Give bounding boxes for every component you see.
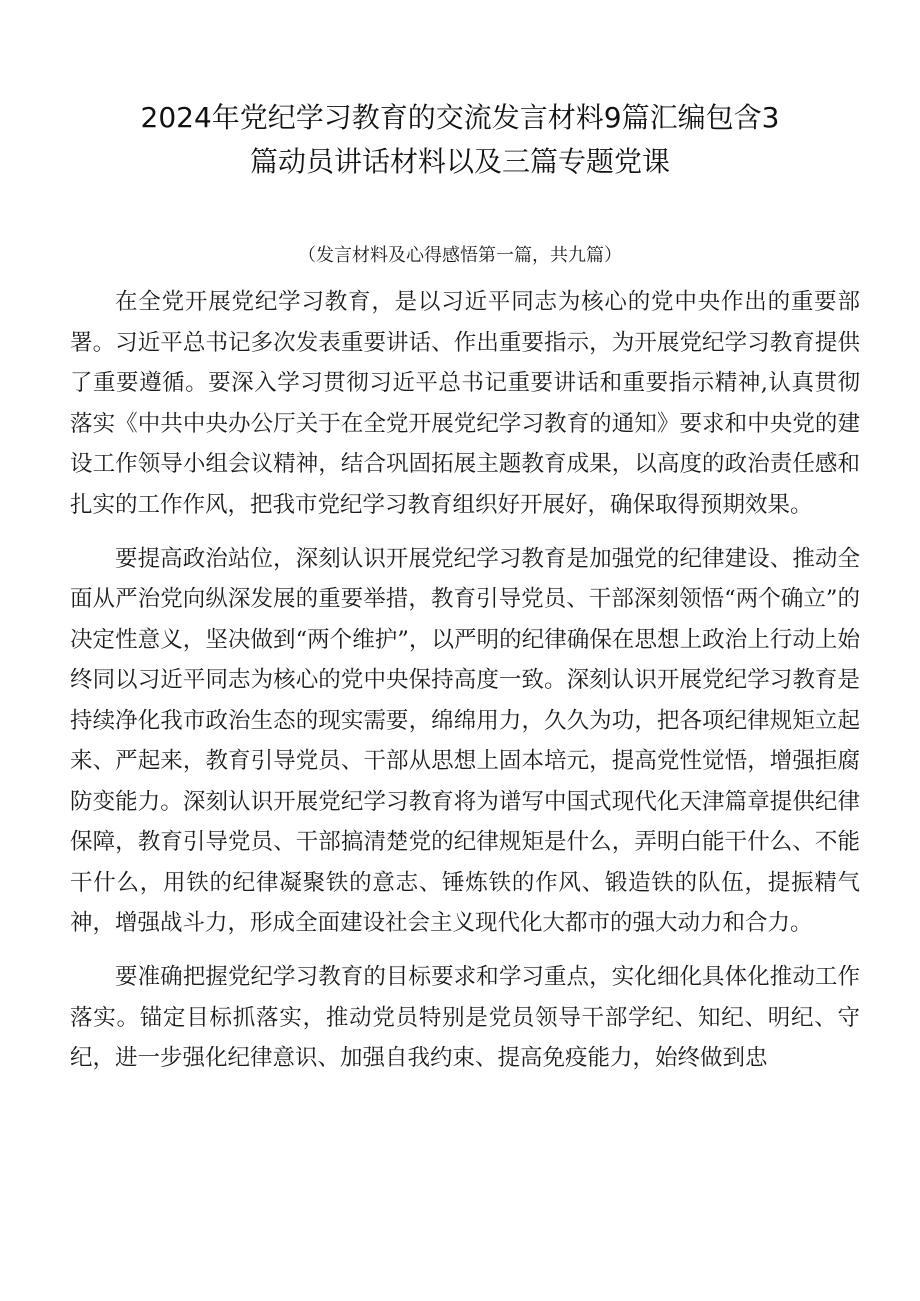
paragraph-1: 在全党开展党纪学习教育，是以习近平同志为核心的党中央作出的重要部署。习近平总书记多次发表重要讲话、作出重要指示，为开展党纪学习教育提供了重要遵循。要深入学习贯彻习近平总书记重要讲话和重要指示精神,认真贯彻落实《中共中央办公厅关于在全党开展党纪学习教育的通知》要求和中央党的建设工作领导小组会议精神，结合巩固拓展主题教育成果，以高度的政治责任感和扎实的工作作风，把我市党纪学习教育组织好开展好，确保取得预期效果。 bbox=[70, 289, 860, 518]
title-line-1: 2024年党纪学习教育的交流发言材料9篇汇编包含3 bbox=[140, 101, 780, 134]
document-title bbox=[80, 96, 840, 184]
paragraph-2: 要提高政治站位，深刻认识开展党纪学习教育是加强党的纪律建设、推动全面从严治党向纵深发展的重要举措，教育引导党员、干部深刻领悟“两个确立”的决定性意义，坚决做到“两个维护”，以严明的纪律确保在思想上政治上行动上始终同以习近平同志为核心的党中央保持高度一致。深刻认识开展党纪学习教育是持续净化我市政治生态的现实需要，绵绵用力，久久为功，把各项纪律规矩立起来、严起来，教育引导党员、干部从思想上固本培元，提高党性觉悟，增强拒腐防变能力。深刻认识开展党纪学习教育将为谱写中国式现代化天津篇章提供纪律保障，教育引导党员、干部搞清楚党的纪律规矩是什么，弄明白能干什么、不能干什么，用铁的纪律凝聚铁的意志、锤炼铁的作风、锻造铁的队伍，提振精气神，增强战斗力，形成全面建设社会主义现代化大都市的强大动力和合力。 bbox=[70, 545, 860, 936]
document-subtitle: （发言材料及心得感悟第一篇，共九篇） bbox=[298, 245, 622, 266]
paragraph-3: 要准确把握党纪学习教育的目标要求和学习重点，实化细化具体化推动工作落实。锚定目标抓落实，推动党员特别是党员领导干部学纪、知纪、明纪、守纪，进一步强化纪律意识、加强自我约束、提高免疫能力，始终做到忠 bbox=[70, 964, 860, 1071]
title-line-2: 篇动员讲话材料以及三篇专题党课 bbox=[249, 145, 670, 178]
document-body bbox=[70, 282, 860, 1092]
